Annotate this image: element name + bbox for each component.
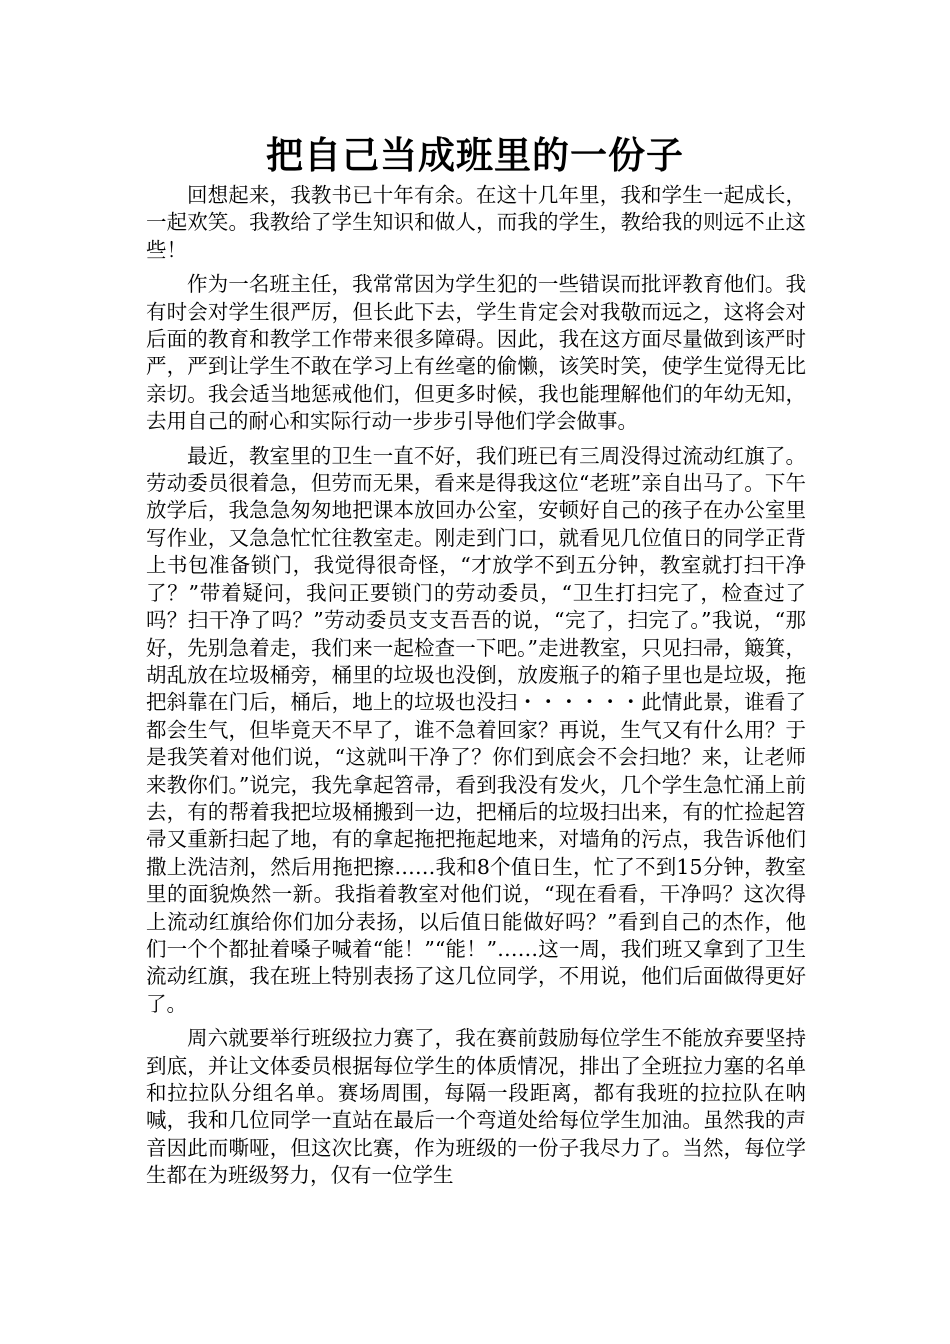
paragraph: 作为一名班主任，我常常因为学生犯的一些错误而批评教育他们。我有时会对学生很严厉，但长此下去，学生肯定会对我敬而远之，这将会对后面的教育和教学工作带来很多障碍。因此，我在这方面尽量做到该严时严，严到让学生不敢在学习上有丝毫的偷懒，该笑时笑，使学生觉得无比亲切。我会适当地惩戒他们，但更多时候，我也能理解他们的年幼无知，去用自己的耐心和实际行动一步步引导他们学会做事。 [146,272,806,434]
document-title: 把自己当成班里的一份子 [266,133,684,177]
paragraph: 回想起来，我教书已十年有余。在这十几年里，我和学生一起成长，一起欢笑。我教给了学生知识和做人，而我的学生，教给我的则远不止这些！ [146,183,806,262]
paragraph: 最近，教室里的卫生一直不好，我们班已有三周没得过流动红旗了。劳动委员很着急，但劳而无果，看来是得我这位“老班”亲自出马了。下午放学后，我急急匆匆地把课本放回办公室，安顿好自己的孩子在办公室里写作业，又急急忙忙往教室走。刚走到门口，就看见几位值日的同学正背上书包准备锁门，我觉得很奇怪，“才放学不到五分钟，教室就打扫干净了？”带着疑问，我问正要锁门的劳动委员，“卫生打扫完了，检查过了吗？扫干净了吗？”劳动委员支支吾吾的说，“完了，扫完了。”我说，“那好，先别急着走，我们来一起检查一下吧。”走进教室，只见扫帚，簸箕，胡乱放在垃圾桶旁，桶里的垃圾也没倒，放废瓶子的箱子里也是垃圾，拖把斜靠在门后，桶后，地上的垃圾也没扫・・・・・・此情此景，谁看了都会生气，但毕竟天不早了，谁不急着回家？再说，生气又有什么用？于是我笑着对他们说，“这就叫干净了？你们到底会不会扫地？来，让老师来教你们。”说完，我先拿起笤帚，看到我没有发火，几个学生急忙涌上前去，有的帮着我把垃圾桶搬到一边，把桶后的垃圾扫出来，有的忙捡起笤帚又重新扫起了地，有的拿起拖把拖起地来，对墙角的污点，我告诉他们撒上洗洁剂，然后用拖把擦……我和8个值日生，忙了不到15分钟，教室里的面貌焕然一新。我指着教室对他们说，“现在看看，干净吗？这次得上流动红旗给你们加分表扬，以后值日能做好吗？”看到自己的杰作，他们一个个都扯着嗓子喊着“能！”“能！”……这一周，我们班又拿到了卫生流动红旗，我在班上特别表扬了这几位同学，不用说，他们后面做得更好了。 [146,443,806,1016]
document-body [146,182,806,1197]
paragraph: 周六就要举行班级拉力赛了，我在赛前鼓励每位学生不能放弃要坚持到底，并让文体委员根据每位学生的体质情况，排出了全班拉力塞的名单和拉拉队分组名单。赛场周围，每隔一段距离，都有我班的拉拉队在呐喊，我和几位同学一直站在最后一个弯道处给每位学生加油。虽然我的声音因此而嘶哑，但这次比赛，作为班级的一份子我尽力了。当然，每位学生都在为班级努力，仅有一位学生 [146,1026,806,1188]
